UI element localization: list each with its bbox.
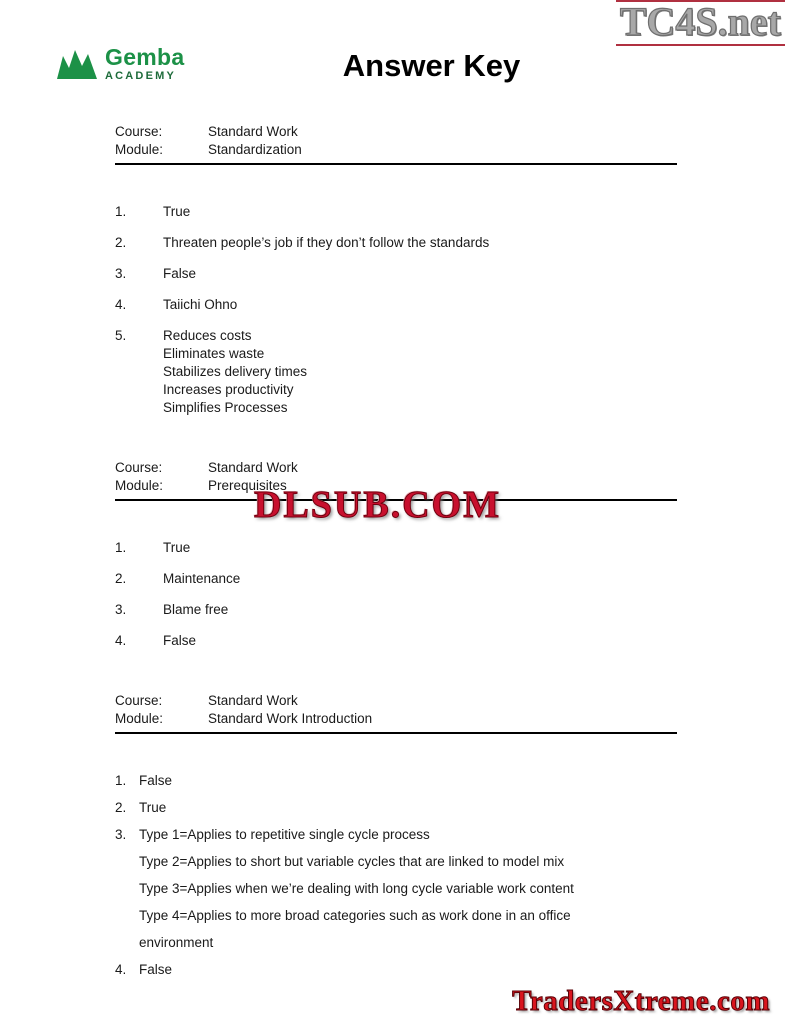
answer-item	[115, 539, 677, 557]
answer-lines	[139, 826, 574, 961]
course-label: Course:	[115, 460, 163, 475]
answer-line: Reduces costs	[163, 328, 252, 343]
answer-line: Stabilizes delivery times	[163, 364, 308, 379]
module-value: Standard Work Introduction	[208, 711, 373, 726]
section-header	[115, 692, 677, 734]
answer-section	[115, 692, 677, 988]
answer-lines	[163, 539, 190, 557]
answer-lines	[163, 296, 237, 314]
answer-number: 3.	[115, 266, 127, 281]
module-label: Module:	[115, 142, 164, 157]
answer-line: True	[139, 800, 167, 815]
page-title: Answer Key	[342, 48, 521, 83]
course-row	[115, 692, 677, 710]
answer-list	[115, 165, 677, 417]
answer-number: 2.	[115, 800, 127, 815]
answer-item	[115, 632, 677, 650]
answer-line: Increases productivity	[163, 382, 294, 397]
answer-sections	[115, 123, 677, 988]
answer-line: environment	[139, 935, 214, 950]
answer-item	[115, 234, 677, 252]
answer-line: Type 4=Applies to more broad categories such as work done in an office	[139, 908, 571, 923]
answer-line: Type 2=Applies to short but variable cycles that are linked to model mix	[139, 854, 565, 869]
answer-line: True	[163, 540, 191, 555]
module-label: Module:	[115, 478, 164, 493]
answer-item	[115, 772, 677, 799]
module-row	[115, 710, 677, 728]
answer-number: 4.	[115, 297, 127, 312]
section-header	[115, 123, 677, 165]
answer-line: False	[163, 266, 197, 281]
answer-lines	[163, 570, 240, 588]
answer-number: 2.	[115, 571, 127, 586]
course-value: Standard Work	[208, 460, 298, 475]
module-row	[115, 141, 677, 159]
watermark-bottom	[512, 987, 770, 1016]
answer-lines	[163, 632, 196, 650]
module-value: Prerequisites	[208, 478, 287, 493]
answer-lines	[139, 799, 166, 826]
answer-item	[115, 570, 677, 588]
course-value: Standard Work	[208, 693, 298, 708]
answer-number: 4.	[115, 633, 127, 648]
answer-line: Type 3=Applies when we’re dealing with long cycle variable work content	[139, 881, 574, 896]
answer-item	[115, 826, 677, 961]
answer-item	[115, 203, 677, 221]
logo-sub-text: ACADEMY	[105, 70, 177, 82]
answer-number: 2.	[115, 235, 127, 250]
watermark-stamp	[254, 486, 501, 524]
answer-line: False	[139, 962, 173, 977]
answer-number: 5.	[115, 328, 127, 343]
answer-item	[115, 961, 677, 988]
watermark-top-right	[616, 0, 785, 46]
module-value: Standardization	[208, 142, 302, 157]
watermark-dlsub-text: DLSUB.COM	[254, 484, 502, 526]
answer-lines	[163, 601, 228, 619]
course-label: Course:	[115, 124, 163, 139]
course-row	[115, 459, 677, 477]
answer-number: 4.	[115, 962, 127, 977]
watermark-tc4s-text: TC4S.net	[616, 0, 785, 46]
answer-line: Maintenance	[163, 571, 241, 586]
answer-list	[115, 734, 677, 988]
logo-brand-text: Gemba	[105, 44, 185, 70]
answer-number: 1.	[115, 540, 127, 555]
answer-item	[115, 799, 677, 826]
answer-item	[115, 327, 677, 417]
answer-item	[115, 601, 677, 619]
module-label: Module:	[115, 711, 164, 726]
answer-lines	[163, 327, 307, 417]
answer-number: 3.	[115, 602, 127, 617]
course-value: Standard Work	[208, 124, 298, 139]
watermark-tradersxtreme-text: TradersXtreme.com	[512, 985, 770, 1017]
answer-item	[115, 296, 677, 314]
answer-line: True	[163, 204, 191, 219]
answer-number: 1.	[115, 204, 127, 219]
answer-line: False	[139, 773, 173, 788]
answer-line: Type 1=Applies to repetitive single cycle process	[139, 827, 430, 842]
answer-line: Simplifies Processes	[163, 400, 288, 415]
answer-lines	[163, 265, 196, 283]
answer-line: Taiichi Ohno	[163, 297, 238, 312]
answer-lines	[163, 203, 190, 221]
answer-number: 1.	[115, 773, 127, 788]
answer-line: Threaten people’s job if they don’t follow the standards	[163, 235, 490, 250]
answer-number: 3.	[115, 827, 127, 842]
answer-line: Blame free	[163, 602, 229, 617]
answer-section	[115, 123, 677, 417]
answer-lines	[139, 772, 172, 799]
answer-item	[115, 265, 677, 283]
course-row	[115, 123, 677, 141]
answer-lines	[139, 961, 172, 988]
answer-line: False	[163, 633, 197, 648]
answer-lines	[163, 234, 489, 252]
course-label: Course:	[115, 693, 163, 708]
answer-line: Eliminates waste	[163, 346, 265, 361]
